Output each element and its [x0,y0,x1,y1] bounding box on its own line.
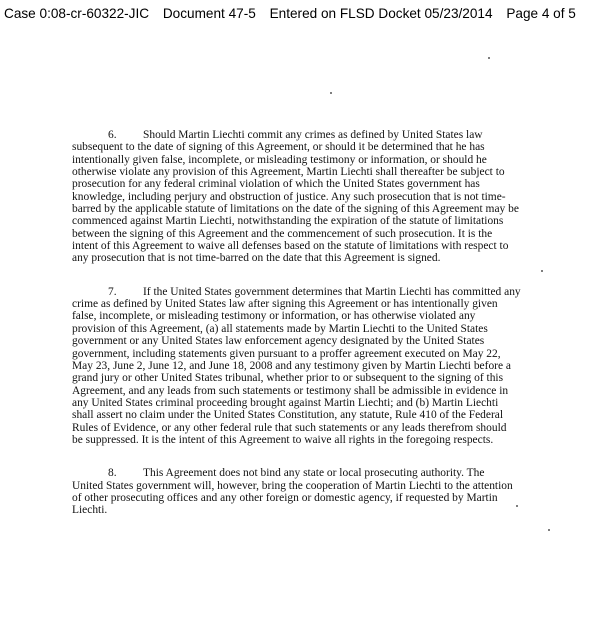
paragraph-line: otherwise violate any provision of this Agreement, Martin Liechti shall thereafter be subject to [72,166,505,179]
paragraph-line: of other prosecuting offices and any other foreign or domestic agency, if requested by Martin [72,491,498,504]
page-indicator: Page 4 of 5 [506,6,576,21]
paragraph-line: barred by the applicable statute of limitations on the date of the signing of this Agreement may be [72,203,519,216]
paragraph-line: shall assert no claim under the United States Constitution, any statute, Rule 410 of the Federal [72,409,504,422]
paragraph-8 [72,467,548,516]
paragraph-number: 6. [108,129,117,141]
paragraph-line: May 23, June 2, June 12, and June 18, 2008 and any testimony given by Martin Liechti before a [72,359,511,372]
agreement-body [72,129,548,517]
paragraph-6 [72,129,548,265]
paragraph-line: provision of this Agreement, (a) all statements made by Martin Liechti to the United States [72,322,488,335]
paragraph-line: Liechti. [72,504,108,517]
case-number: Case 0:08-cr-60322-JIC [4,6,150,21]
paragraph-line: Agreement, and any leads from such statements or testimony shall be admissible in evidence in [72,384,509,397]
paragraph-line: crime as defined by United States law after signing this Agreement or has intentionally given [72,298,498,311]
paragraph-line: 7. If the United States government determines that Martin Liechti has committed any [72,286,548,298]
document-number: Document 47-5 [162,6,256,21]
paragraph-line: government or any United States law enforcement agency designated by the United States [72,335,485,348]
paragraph-line: false, incomplete, or misleading testimony or information, or has otherwise violated any [72,310,476,323]
court-filing-header [4,5,594,23]
scan-speck [516,505,518,507]
paragraph-line: grand jury or other United States tribunal, whether prior to or subsequent to the signing of this [72,372,504,385]
paragraph-number: 8. [108,467,117,480]
paragraph-line: Rules of Evidence, or any other federal rule that such statements or any leads therefrom should [72,421,507,434]
paragraph-line: government, including statements given pursuant to a proffer agreement executed on May 22, [72,347,501,360]
paragraph-number: 7. [108,285,117,298]
paragraph-line: be suppressed. It is the intent of this Agreement to waive all rights in the foregoing respects. [72,433,494,446]
paragraph-line: United States government will, however, bring the cooperation of Martin Liechti to the attention [72,479,513,492]
paragraph-line: prosecution for any federal criminal violation of which the United States government has [72,178,480,191]
paragraph-7 [72,286,548,446]
scan-speck [541,270,543,272]
paragraph-line: intentionally given false, incomplete, or misleading testimony or information, or should he [72,153,487,166]
paragraph-line: knowledge, including perjury and obstruction of justice. Any such prosecution that is not time- [72,190,506,203]
paragraph-line: commenced against Martin Liechti, notwithstanding the expiration of the statute of limitations [72,215,504,228]
paragraph-line: 6. Should Martin Liechti commit any crimes as defined by United States law [72,129,548,141]
paragraph-line: subsequent to the date of signing of this Agreement, or should it be determined that he has [72,141,485,154]
paragraph-line: intent of this Agreement to waive all defenses based on the statute of limitations with respect to [72,240,509,253]
scan-speck [548,529,550,531]
paragraph-line: any United States criminal proceeding brought against Martin Liechti; and (b) Martin Liechti [72,396,499,409]
paragraph-line: between the signing of this Agreement and the commencement of such prosecution. It is the [72,227,493,240]
scan-speck [330,92,332,94]
paragraph-line: 8. This Agreement does not bind any state or local prosecuting authority. The [72,467,548,479]
paragraph-line: any prosecution that is not time-barred on the date that this Agreement is signed. [72,252,441,265]
scan-speck [488,57,490,59]
docket-entry-date: Entered on FLSD Docket 05/23/2014 [269,6,493,21]
